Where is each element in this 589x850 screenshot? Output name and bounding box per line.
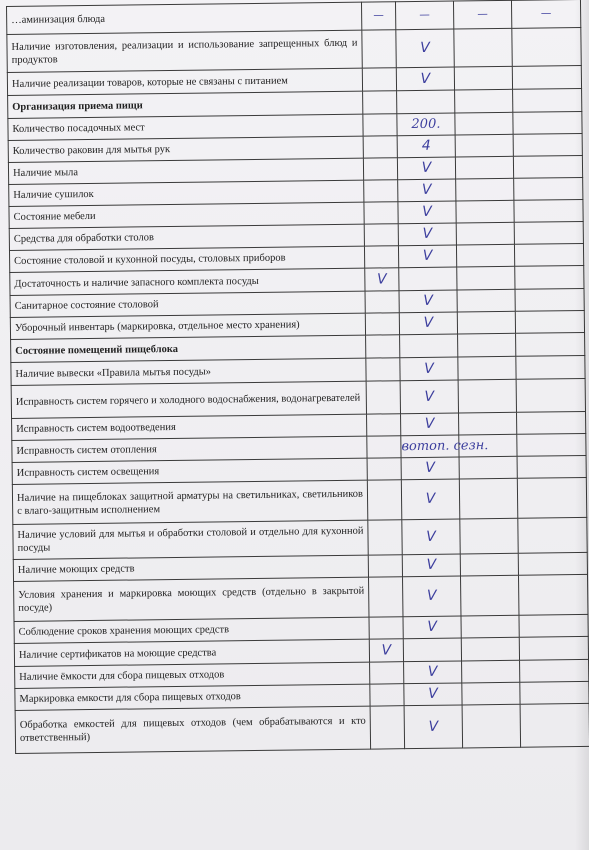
checklist-table: [6, 0, 589, 754]
empty-cell: [456, 244, 514, 267]
row-label: Количество посадочных мест: [8, 114, 363, 140]
check-mark: V: [401, 479, 459, 520]
check-mark: V: [369, 639, 403, 662]
empty-cell: [515, 288, 584, 311]
empty-cell: [403, 638, 461, 662]
dash-mark: —: [511, 0, 580, 28]
check-mark: V: [402, 554, 460, 577]
handwritten-value: вотоп. сезн.: [401, 435, 459, 458]
empty-cell: [364, 202, 398, 224]
empty-cell: [514, 177, 583, 200]
empty-cell: [513, 111, 582, 134]
empty-cell: [514, 199, 583, 222]
empty-cell: [513, 88, 582, 112]
empty-cell: [455, 134, 513, 157]
row-label: Маркировка емкости для сбора пищевых отходов: [15, 684, 370, 710]
handwritten-value: 4: [397, 135, 455, 158]
check-mark: V: [399, 290, 457, 313]
empty-cell: [512, 65, 581, 89]
empty-cell: [457, 289, 515, 312]
row-label: Условия хранения и маркировка моющих средств (отдельно в закрытой посуде): [14, 577, 369, 621]
empty-cell: [367, 458, 401, 480]
empty-cell: [459, 412, 517, 435]
row-label: Достаточность и наличие запасного комплекта посуды: [10, 268, 365, 295]
row-label: Исправность систем водоотведения: [12, 414, 367, 440]
empty-cell: [364, 246, 398, 268]
empty-cell: [399, 267, 457, 291]
empty-cell: [462, 704, 521, 748]
empty-cell: [461, 615, 519, 638]
empty-cell: [366, 381, 400, 414]
row-label: Наличие сушилок: [9, 180, 364, 206]
row-label: Наличие сертификатов на моющие средства: [14, 639, 369, 666]
empty-cell: [513, 155, 582, 178]
row-label: Наличие мыла: [8, 158, 363, 184]
dash-mark: —: [361, 2, 395, 30]
empty-cell: [460, 553, 518, 576]
empty-cell: [370, 684, 404, 706]
empty-cell: [367, 480, 401, 520]
empty-cell: [369, 577, 403, 617]
empty-cell: [462, 660, 520, 683]
row-label: …аминизация блюда: [7, 2, 362, 34]
check-mark: V: [402, 519, 460, 555]
check-mark: V: [399, 312, 457, 335]
empty-cell: [456, 178, 514, 201]
empty-cell: [364, 224, 398, 246]
empty-cell: [456, 222, 514, 245]
check-mark: V: [397, 157, 455, 180]
row-label: Наличие изготовления, реализации и использование запрещенных блюд и продуктов: [7, 30, 362, 72]
check-mark: V: [398, 245, 456, 268]
empty-cell: [454, 28, 512, 67]
handwritten-value: 200.: [397, 113, 455, 136]
empty-cell: [365, 291, 399, 313]
row-label: Исправность систем горячего и холодного водоснабжения, водонагревателей: [11, 381, 366, 418]
empty-cell: [400, 334, 458, 358]
empty-cell: [369, 617, 403, 639]
row-label: Наличие на пищеблоках защитной арматуры на светильниках, светильников с влаго-защитным исполнением: [12, 480, 367, 524]
check-mark: V: [398, 223, 456, 246]
empty-cell: [366, 358, 400, 381]
row-label: Наличие моющих средств: [13, 555, 368, 581]
empty-cell: [367, 436, 401, 458]
check-mark: V: [403, 616, 461, 639]
check-mark: V: [396, 29, 454, 68]
check-mark: V: [365, 268, 399, 291]
empty-cell: [367, 414, 401, 436]
check-mark: V: [400, 380, 458, 414]
check-mark: V: [401, 413, 459, 436]
empty-cell: [368, 555, 402, 577]
empty-cell: [514, 221, 583, 244]
check-mark: V: [404, 705, 463, 749]
empty-cell: [459, 478, 517, 519]
check-mark: V: [400, 357, 458, 381]
check-mark: V: [398, 179, 456, 202]
empty-cell: [513, 133, 582, 156]
empty-cell: [458, 333, 516, 357]
empty-cell: [363, 136, 397, 158]
empty-cell: [370, 706, 405, 749]
row-label: Наличие ёмкости для сбора пищевых отходов: [15, 662, 370, 688]
row-label: Состояние столовой и кухонной посуды, столовых приборов: [9, 246, 364, 272]
empty-cell: [455, 89, 513, 113]
row-label: Исправность систем отопления: [12, 436, 367, 462]
row-label: Уборочный инвентарь (маркировка, отдельное место хранения): [10, 313, 365, 339]
empty-cell: [514, 243, 583, 266]
empty-cell: [363, 114, 397, 136]
check-mark: V: [398, 201, 456, 224]
table-row: [12, 477, 586, 524]
check-mark: V: [404, 683, 462, 706]
empty-cell: [456, 200, 514, 223]
empty-cell: [363, 91, 397, 114]
page-edge-shadow: [575, 0, 589, 850]
check-mark: V: [404, 661, 462, 684]
empty-cell: [454, 66, 512, 90]
empty-cell: [457, 311, 515, 334]
empty-cell: [455, 112, 513, 135]
check-mark: V: [403, 576, 461, 617]
empty-cell: [368, 520, 402, 555]
row-label: Наличие условий для мытья и обработки столовой и отдельно для кухонной посуды: [13, 520, 368, 559]
empty-cell: [458, 379, 516, 413]
dash-mark: —: [395, 1, 453, 30]
empty-cell: [370, 662, 404, 684]
empty-cell: [462, 682, 520, 705]
empty-cell: [366, 335, 400, 358]
empty-cell: [457, 266, 515, 290]
empty-cell: [363, 158, 397, 180]
empty-cell: [364, 180, 398, 202]
section-heading: Организация приема пищи: [8, 91, 363, 118]
row-label: Санитарное состояние столовой: [10, 291, 365, 317]
row-label: Количество раковин для мытья рук: [8, 136, 363, 162]
row-label: Исправность систем освещения: [12, 458, 367, 484]
section-heading: Состояние помещений пищеблока: [11, 335, 366, 362]
empty-cell: [362, 30, 396, 68]
row-label: Обработка емкостей для пищевых отходов (чем обрабатываются и кто ответственный): [15, 706, 370, 753]
empty-cell: [365, 313, 399, 335]
empty-cell: [459, 456, 517, 479]
empty-cell: [515, 265, 584, 289]
checklist-body: [7, 0, 589, 753]
table-row: [14, 574, 588, 621]
empty-cell: [461, 637, 519, 661]
row-label: Состояние мебели: [9, 202, 364, 228]
empty-cell: [458, 356, 516, 380]
row-label: Средства для обработки столов: [9, 224, 364, 250]
check-mark: V: [396, 67, 454, 91]
empty-cell: [455, 156, 513, 179]
empty-cell: [362, 68, 396, 91]
empty-cell: [512, 27, 581, 66]
empty-cell: [460, 575, 518, 616]
empty-cell: [460, 518, 518, 554]
row-label: Наличие реализации товаров, которые не связаны с питанием: [7, 68, 362, 95]
check-mark: V: [401, 457, 459, 480]
checklist-table-wrapper: [6, 0, 589, 783]
table-row: [15, 703, 589, 753]
dash-mark: —: [453, 0, 511, 29]
row-label: Наличие вывески «Правила мытья посуды»: [11, 358, 366, 385]
empty-cell: [397, 90, 455, 114]
row-label: Соблюдение сроков хранения моющих средств: [14, 617, 369, 643]
